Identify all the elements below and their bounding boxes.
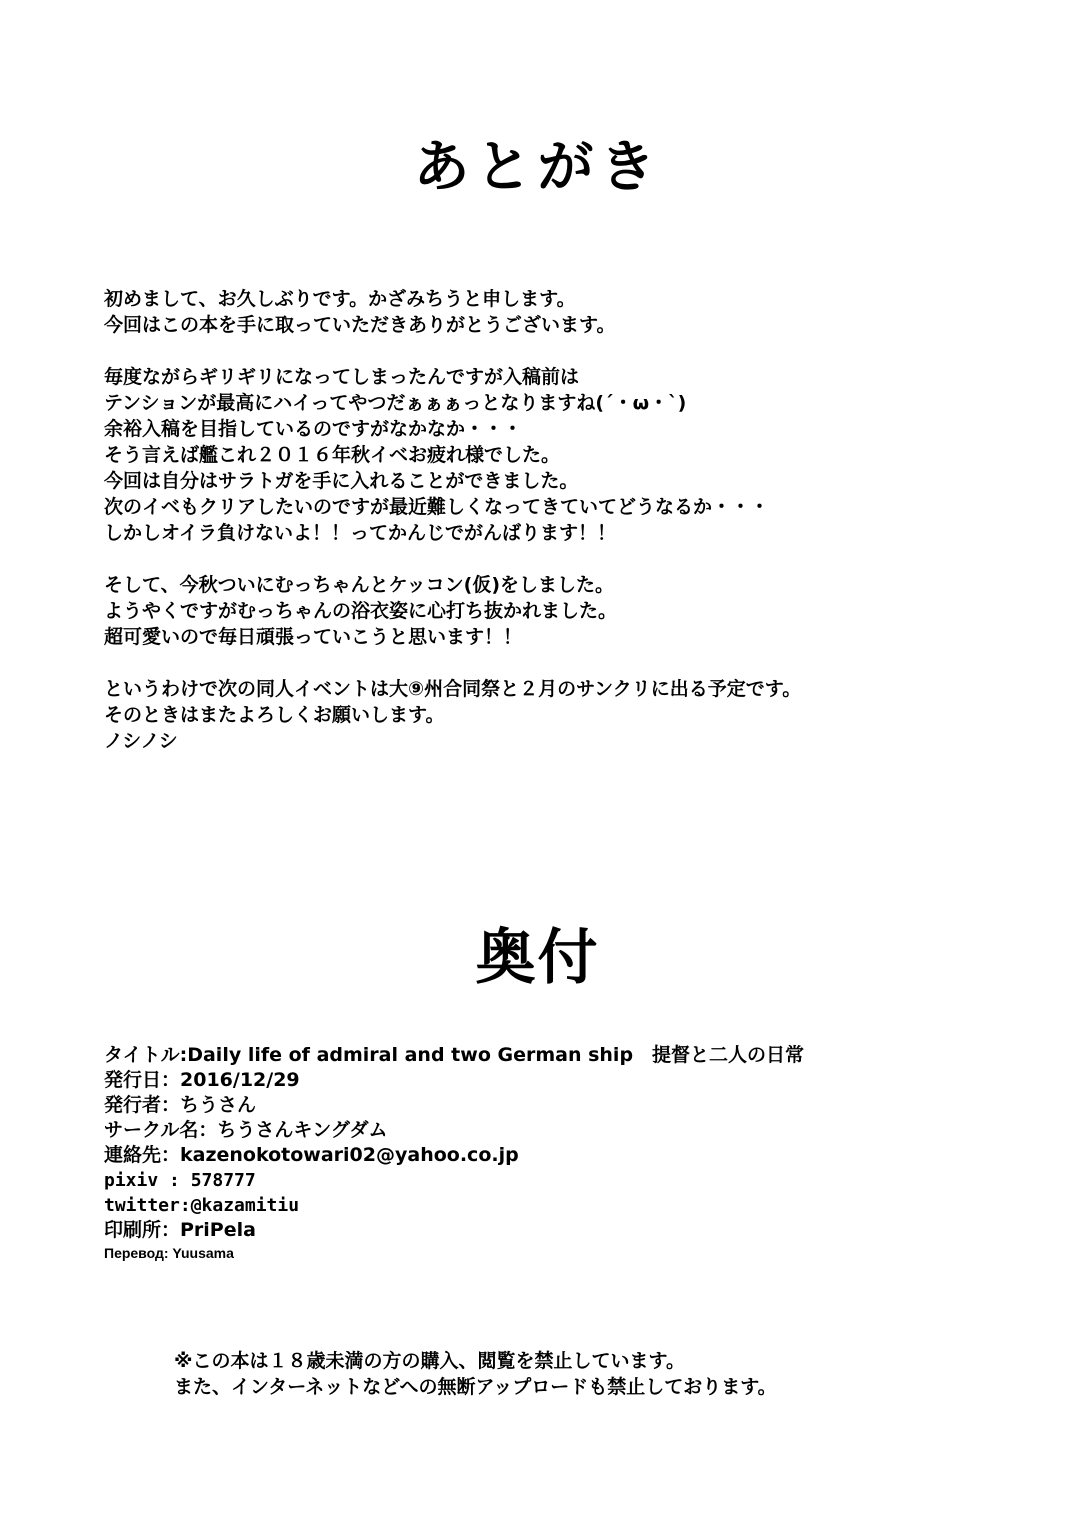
text-line: 毎度ながらギリギリになってしまったんですが入稿前は — [104, 366, 580, 388]
colophon-date-line: 発行日：2016/12/29 — [104, 1069, 300, 1091]
colophon-publisher-line: 発行者：ちうさん — [104, 1094, 257, 1116]
text-line: というわけで次の同人イベントは大⑨州合同祭と２月のサンクリに出る予定です。 — [104, 678, 802, 700]
afterword-paragraph — [104, 676, 1004, 754]
text-line: テンションが最高にハイってやつだぁぁぁっとなりますね(´・ω・`) — [104, 392, 687, 414]
text-line: 初めまして、お久しぶりです。かざみちうと申します。 — [104, 288, 576, 310]
text-line: そう言えば艦これ２０１６年秋イベお疲れ様でした。 — [104, 444, 561, 466]
afterword-paragraph — [104, 364, 1004, 546]
text-line: しかしオイラ負けないよ！！ってかんじでがんばります！！ — [104, 522, 617, 544]
notice-line: ※この本は１８歳未満の方の購入、閲覧を禁止しています。 — [174, 1350, 685, 1372]
text-line: 今回はこの本を手に取っていただきありがとうございます。 — [104, 314, 616, 336]
colophon-twitter-line: twitter:@kazamitiu — [104, 1195, 300, 1216]
colophon-translator-line: Перевод: Yuusama — [104, 1245, 234, 1261]
text-line: そして、今秋ついにむっちゃんとケッコン(仮)をしました。 — [104, 574, 615, 596]
colophon-title-line: タイトル:Daily life of admiral and two German ship 提督と二人の日常 — [104, 1044, 805, 1066]
colophon-printer-line: 印刷所：PriPela — [104, 1219, 256, 1241]
text-line: 超可愛いので毎日頑張っていこうと思います！！ — [104, 626, 523, 648]
text-line: 次のイベもクリアしたいのですが最近難しくなってきていてどうなるか・・・ — [104, 496, 770, 518]
text-line: 余裕入稿を目指しているのですがなかなか・・・ — [104, 418, 523, 440]
afterword-body — [104, 286, 1004, 754]
colophon-pixiv-line: pixiv : 578777 — [104, 1170, 256, 1191]
text-line: ようやくですがむっちゃんの浴衣姿に心打ち抜かれました。 — [104, 600, 618, 622]
afterword-title: あとがき — [413, 134, 662, 200]
afterword-paragraph — [104, 572, 1004, 650]
notice-line: また、インターネットなどへの無断アップロードも禁止しております。 — [174, 1376, 777, 1398]
text-line: 今回は自分はサラトガを手に入れることができました。 — [104, 470, 579, 492]
age-restriction-notice — [174, 1348, 974, 1400]
text-line: そのときはまたよろしくお願いします。 — [104, 704, 445, 726]
colophon-contact-line: 連絡先：kazenokotowari02@yahoo.co.jp — [104, 1144, 519, 1166]
afterword-paragraph — [104, 286, 1004, 338]
colophon-circle-line: サークル名：ちうさんキングダム — [104, 1119, 388, 1141]
text-line: ノシノシ — [104, 730, 178, 752]
colophon-title: 奥付 — [475, 923, 600, 993]
colophon-block — [104, 1043, 1004, 1263]
